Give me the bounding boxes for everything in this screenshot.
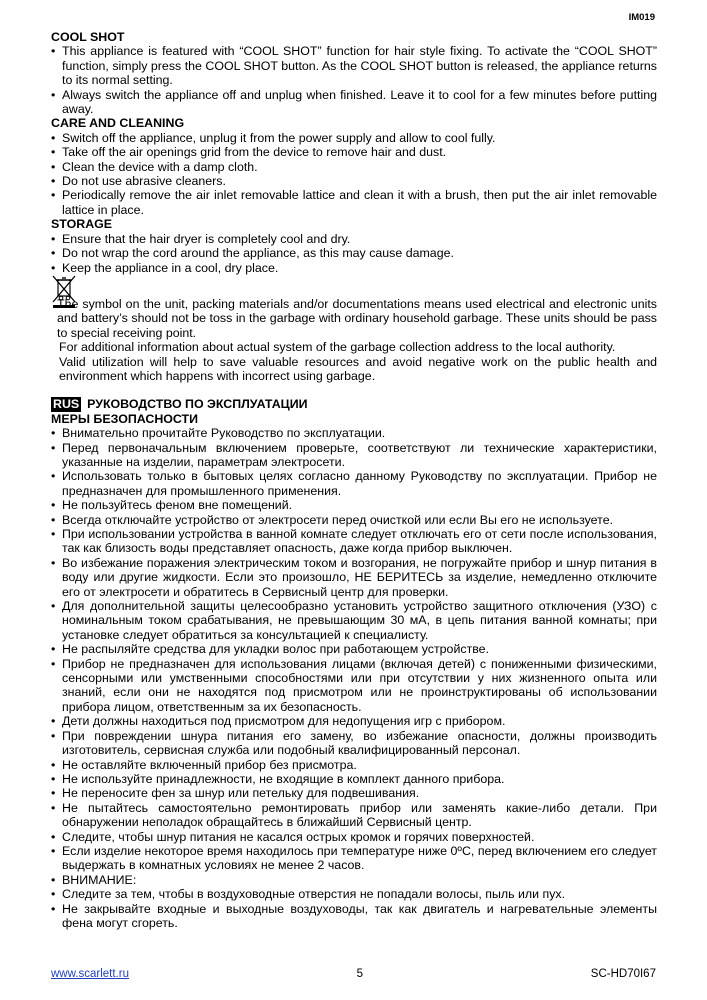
list-item: • Не переносите фен за шнур или петельку для подвешивания. xyxy=(51,786,657,800)
list-item: • Do not wrap the cord around the appliance, as this may cause damage. xyxy=(51,246,657,260)
list-item: • Keep the appliance in a cool, dry place. xyxy=(51,261,657,275)
safety-list xyxy=(51,426,657,930)
list-item: • Ensure that the hair dryer is completely cool and dry. xyxy=(51,232,657,246)
care-cleaning-heading: CARE AND CLEANING xyxy=(51,116,185,131)
weee-paragraph-2: For additional information about actual system of the garbage collection address to the local authority. xyxy=(59,340,616,355)
list-item: • Do not use abrasive cleaners. xyxy=(51,174,657,188)
language-badge: RUS xyxy=(53,397,80,412)
list-item: • Во избежание поражения электрическим током и возгорания, не погружайте прибор и шнур питания в воду или другие жидкости. Если это произошло, НЕ БЕРИТЕСЬ за изделие, немедленно отключите его от электросети и обратитесь в Сервисный центр для проверки. xyxy=(51,556,657,599)
storage-heading: STORAGE xyxy=(51,217,113,232)
list-item: • Не закрывайте входные и выходные воздуховоды, так как двигатель и нагревательные элементы фена могут сгореть. xyxy=(51,902,657,931)
list-item: • Не пользуйтесь феном вне помещений. xyxy=(51,498,657,512)
footer-model: SC-HD70I67 xyxy=(590,968,656,980)
list-item: • This appliance is featured with “COOL SHOT” function for hair style fixing. To activate the “COOL SHOT” function, simply press the COOL SHOT button. As the COOL SHOT button is released, the appliance returns to its normal setting. xyxy=(51,44,657,87)
list-item: • Не распыляйте средства для укладки волос при работающем устройстве. xyxy=(51,642,657,656)
weee-paragraph-1: The symbol on the unit, packing materials and/or documentations means used electrical and electronic units and battery’s should not be toss in the garbage with ordinary household garbage. These units should be pass to special receiving point. xyxy=(57,296,657,340)
safety-heading: МЕРЫ БЕЗОПАСНОСТИ xyxy=(51,411,199,426)
list-item: • Использовать только в бытовых целях согласно данному Руководству по эксплуатации. Прибор не предназначен для промышленного применения. xyxy=(51,469,657,498)
list-item: • При повреждении шнура питания его замену, во избежание опасности, должны производить изготовитель, сервисная служба или подобный квалифицированный персонал. xyxy=(51,729,657,758)
list-item: • Не используйте принадлежности, не входящие в комплект данного прибора. xyxy=(51,772,657,786)
list-item: • Дети должны находиться под присмотром для недопущения игр с прибором. xyxy=(51,714,657,728)
list-item: • Для дополнительной защиты целесообразно установить устройство защитного отключения (УЗО) с номинальным током срабатывания, не превышающим 30 мА, в цепь питания ванной комнаты; при установке следует обратиться за консультацией к специалисту. xyxy=(51,599,657,642)
website-link[interactable]: www.scarlett.ru xyxy=(51,968,129,980)
page-content xyxy=(51,30,657,930)
header-model-code: IM019 xyxy=(628,12,655,23)
list-item: • Не оставляйте включенный прибор без присмотра. xyxy=(51,758,657,772)
weee-notice xyxy=(51,275,657,340)
page-footer xyxy=(51,968,656,980)
list-item: • Следите за тем, чтобы в воздуховодные отверстия не попадали волосы, пыль или пух. xyxy=(51,887,657,901)
list-item: • Прибор не предназначен для использования лицами (включая детей) с пониженными физическими, сенсорными или умственными способностями или при отсутствии у них жизненного опыта или знаний, если они не находятся под присмотром или не проинструктированы об использовании прибора лицом, ответственным за их безопасность. xyxy=(51,657,657,715)
list-item: • Clean the device with a damp cloth. xyxy=(51,160,657,174)
list-item: • Если изделие некоторое время находилось при температуре ниже 0ºC, перед включением его следует выдержать в комнатных условиях не менее 2 часов. xyxy=(51,844,657,873)
russian-manual-title: РУКОВОДСТВО ПО ЭКСПЛУАТАЦИИ xyxy=(87,397,308,412)
list-item: • При использовании устройства в ванной комнате следует отключать его от сети после использования, так как близость воды представляет опасность, даже когда прибор выключен. xyxy=(51,527,657,556)
list-item: • Не пытайтесь самостоятельно ремонтировать прибор или заменять какие-либо детали. При обнаружении неполадок обращайтесь в ближайший Сервисный центр. xyxy=(51,801,657,830)
list-item: • Всегда отключайте устройство от электросети перед очисткой или если Вы его не используете. xyxy=(51,513,657,527)
cool-shot-heading: COOL SHOT xyxy=(51,30,125,44)
list-item: • Take off the air openings grid from the device to remove hair and dust. xyxy=(51,145,657,159)
list-item: • Следите, чтобы шнур питания не касался острых кромок и горячих поверхностей. xyxy=(51,830,657,844)
list-item: • Periodically remove the air inlet removable lattice and clean it with a brush, then put the air inlet removable lattice in place. xyxy=(51,188,657,217)
weee-paragraph-3: Valid utilization will help to save valuable resources and avoid negative work on the public health and environment which happens with incorrect using garbage. xyxy=(59,354,657,383)
list-item: • ВНИМАНИЕ: xyxy=(51,873,657,887)
list-item: • Switch off the appliance, unplug it from the power supply and allow to cool fully. xyxy=(51,131,657,145)
list-item: • Внимательно прочитайте Руководство по эксплуатации. xyxy=(51,426,657,440)
page-number: 5 xyxy=(356,968,364,980)
list-item: • Перед первоначальным включением проверьте, соответствуют ли технические характеристики, указанные на изделии, параметрам электросети. xyxy=(51,441,657,470)
list-item: • Always switch the appliance off and unplug when finished. Leave it to cool for a few minutes before putting away. xyxy=(51,88,657,117)
russian-section-heading xyxy=(51,397,657,411)
